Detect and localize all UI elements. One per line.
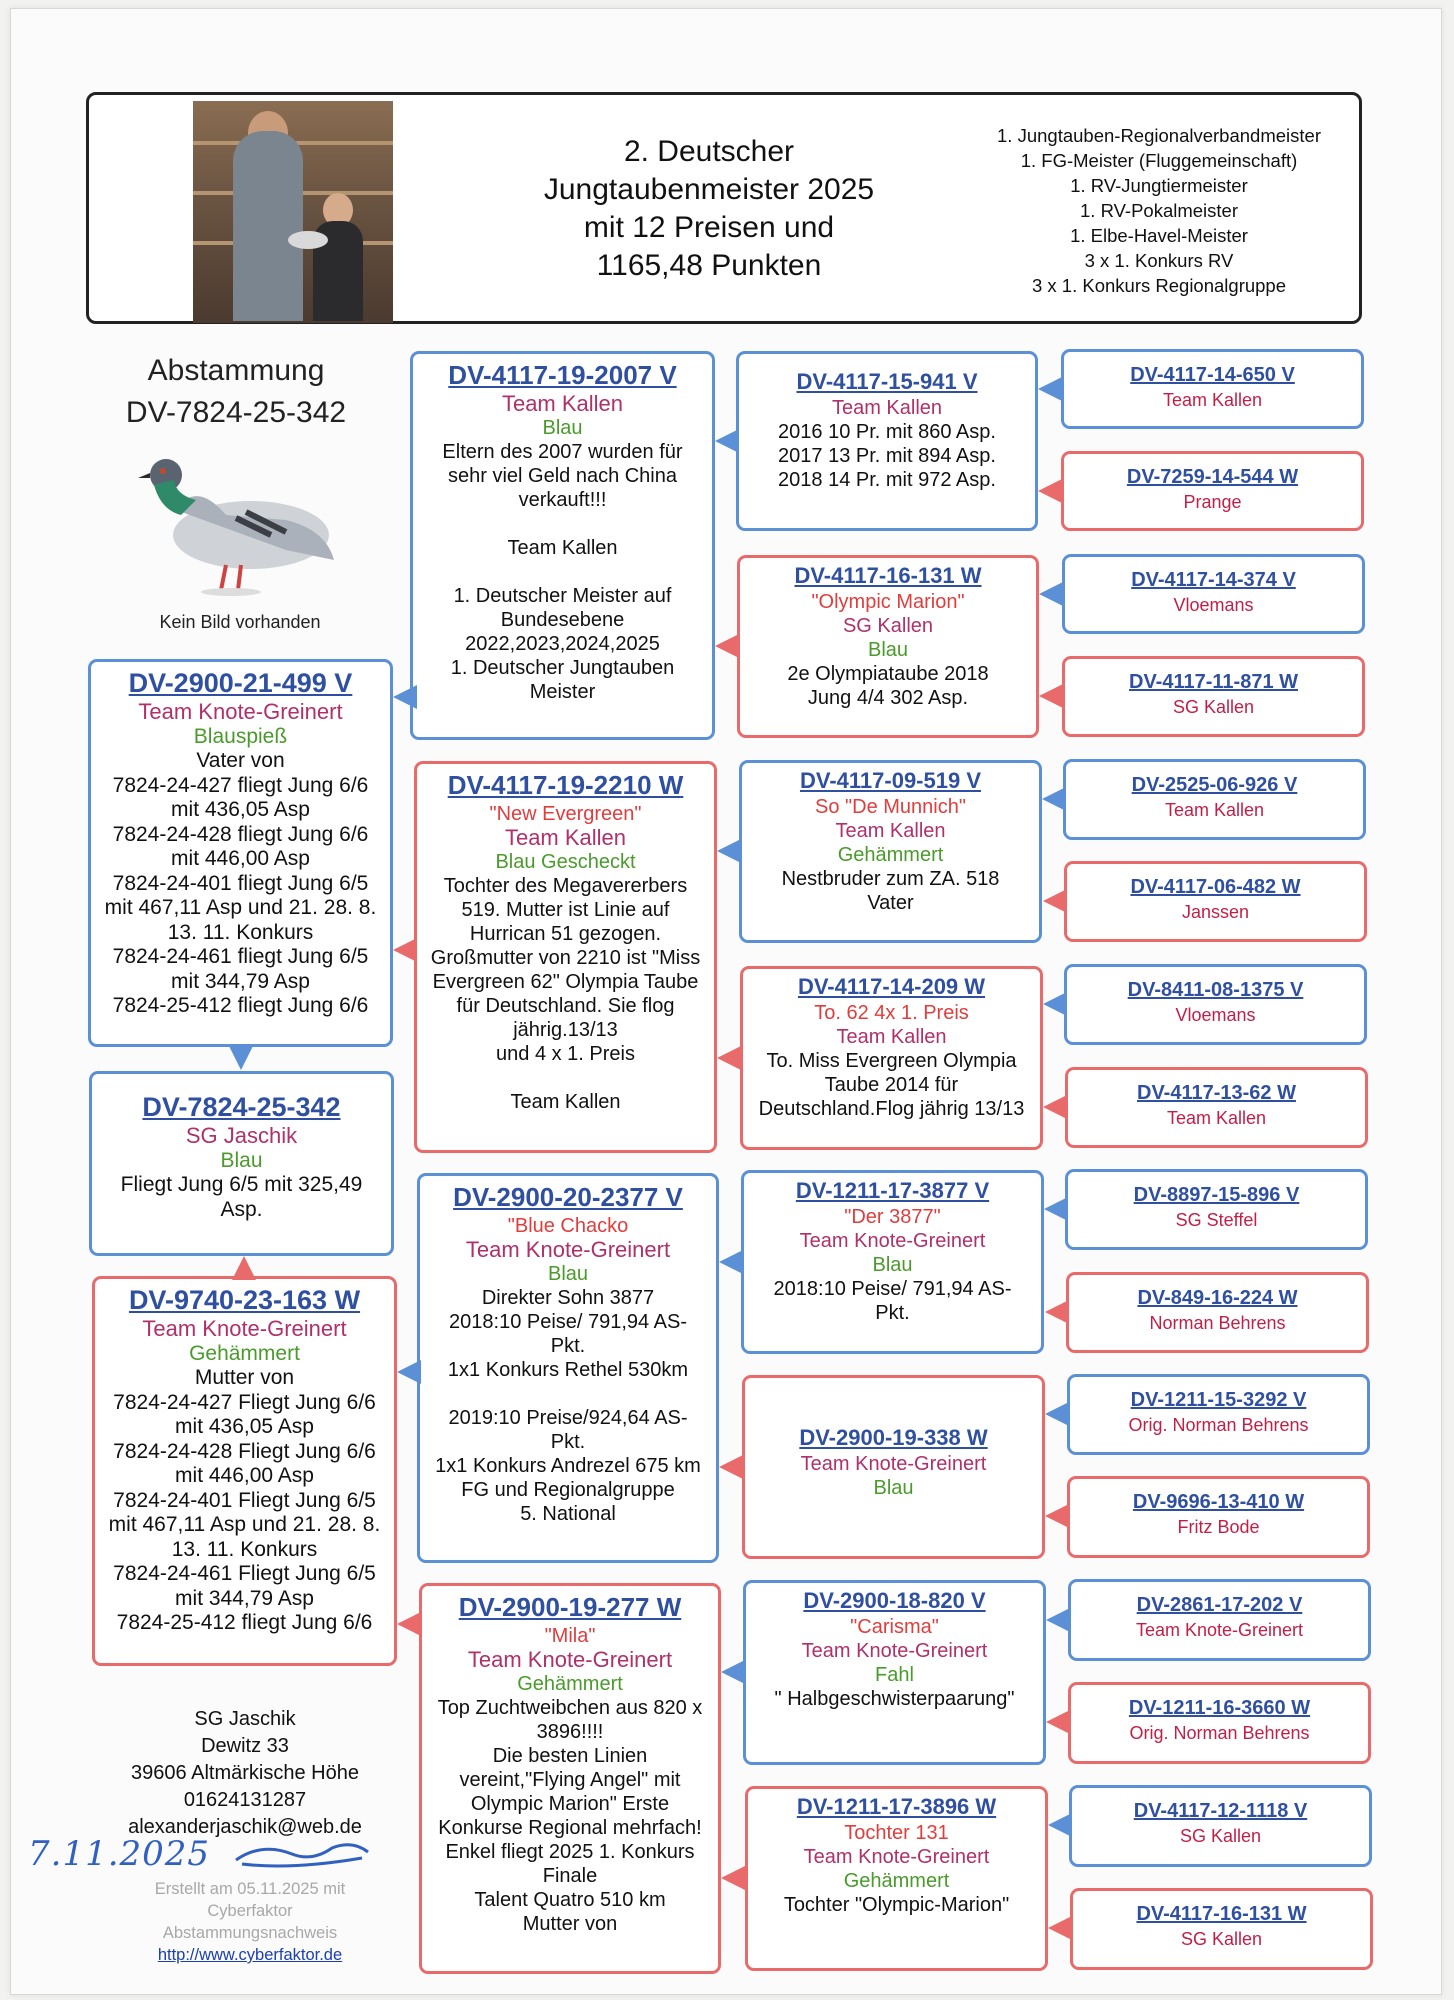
ancestor-card[interactable] — [1061, 451, 1364, 531]
grandparent-card[interactable] — [410, 351, 715, 740]
breeder-name: Team Kallen — [831, 397, 943, 419]
note-line — [419, 560, 706, 584]
note-line: 1x1 Konkurs Andrezel 675 km — [435, 1455, 701, 1477]
ring-number: DV-849-16-224 W — [1137, 1287, 1298, 1309]
note-line: Eltern des 2007 wurden für — [442, 441, 683, 463]
ring-number: DV-8411-08-1375 V — [1127, 979, 1304, 1001]
breeder-name: Fritz Bode — [1177, 1517, 1260, 1537]
signature-scribble — [232, 1840, 372, 1870]
ancestor-card[interactable] — [1067, 1476, 1370, 1558]
note-line: Pkt. — [875, 1302, 910, 1324]
header-title-item: 1. RV-Jungtiermeister — [1070, 175, 1248, 196]
ring-number: DV-4117-19-2007 V — [448, 360, 677, 390]
note-line: 7824-25-412 fliegt Jung 6/6 — [116, 1611, 373, 1634]
note-line: Tochter "Olympic-Marion" — [783, 1894, 1010, 1916]
ring-number: DV-4117-11-871 W — [1129, 671, 1298, 693]
header-title-item: 1. RV-Pokalmeister — [1080, 200, 1238, 221]
breeder-name: Team Kallen — [836, 1026, 947, 1048]
great-grandparent-card[interactable] — [739, 760, 1042, 943]
note-line: 1x1 Konkurs Rethel 530km — [447, 1359, 689, 1381]
ancestor-card[interactable] — [1064, 861, 1367, 942]
note-line: Nestbruder zum ZA. 518 — [781, 868, 1000, 890]
breeder-name: Team Knote-Greinert — [138, 699, 343, 724]
note-line: sehr viel Geld nach China — [447, 465, 677, 487]
great-grandparent-card[interactable] — [737, 555, 1039, 738]
footer-note: Erstellt am 05.11.2025 mit Cyberfaktor Abstammungsnachweis http://www.cyberfaktor.de — [120, 1878, 380, 1966]
feather-color: Blau — [867, 639, 909, 661]
breeder-name: SG Kallen — [842, 615, 934, 637]
note-line: Jung 4/4 302 Asp. — [807, 687, 969, 709]
note-line: 7824-24-428 Fliegt Jung 6/6 — [113, 1439, 376, 1463]
pigeon-alias: "Mila" — [544, 1625, 596, 1647]
pigeon-alias: "New Evergreen" — [489, 803, 642, 825]
ring-number: DV-2900-18-820 V — [803, 1588, 986, 1613]
note-line: FG und Regionalgruppe — [461, 1479, 675, 1501]
note-line — [426, 1382, 710, 1406]
ancestor-card[interactable] — [1063, 759, 1366, 840]
breeder-name: SG Kallen — [1179, 1826, 1262, 1846]
handwritten-date: 7.11.2025 — [28, 1834, 211, 1874]
ring-number: DV-7259-14-544 W — [1126, 466, 1299, 488]
breeder-name: Vloemans — [1173, 595, 1254, 615]
note-line: Bundesebene — [500, 609, 625, 631]
note-line: und 4 x 1. Preis — [496, 1043, 635, 1065]
ancestor-card[interactable] — [1065, 1169, 1368, 1250]
ring-number: DV-4117-09-519 V — [799, 768, 982, 793]
note-line: 1. Deutscher Meister auf — [453, 585, 672, 607]
note-line: mit 344,79 Asp — [175, 1586, 314, 1610]
note-line: 7824-24-461 fliegt Jung 6/5 — [112, 945, 369, 968]
note-line: Großmutter von 2210 ist "Miss — [430, 947, 701, 969]
pigeon-placeholder-icon — [136, 440, 336, 610]
note-line: mit 344,79 Asp — [171, 969, 310, 993]
no-picture-label: Kein Bild vorhanden — [159, 612, 321, 632]
ancestor-card[interactable] — [1061, 349, 1364, 429]
note-line: verkauft!!! — [518, 489, 607, 511]
note-line: mit 436,05 Asp — [171, 798, 310, 821]
note-line: Vater — [867, 892, 914, 914]
note-line: vereint,"Flying Angel" mit — [459, 1769, 681, 1791]
great-grandparent-card[interactable] — [741, 1170, 1044, 1354]
note-line: 7824-24-461 Fliegt Jung 6/5 — [113, 1562, 376, 1585]
breeder-name: Norman Behrens — [1149, 1313, 1286, 1333]
note-line: Vater von — [196, 749, 285, 772]
feather-color: Blau — [547, 1263, 589, 1285]
great-grandparent-card[interactable] — [742, 1375, 1045, 1559]
great-grandparent-card[interactable] — [745, 1786, 1048, 1971]
breeder-name: Prange — [1183, 492, 1242, 512]
breeder-name: Team Knote-Greinert — [467, 1647, 673, 1672]
feather-color: Gehämmert — [517, 1673, 623, 1695]
feather-color: Gehämmert — [843, 1870, 950, 1892]
note-line: Team Kallen — [507, 537, 618, 559]
ring-number: DV-9696-13-410 W — [1132, 1491, 1305, 1513]
ancestor-card[interactable] — [1064, 964, 1367, 1045]
ring-number: DV-4117-19-2210 W — [447, 770, 684, 800]
note-line: Pkt. — [550, 1335, 586, 1357]
breeder-name: Team Knote-Greinert — [465, 1237, 671, 1262]
ring-number: DV-4117-14-650 V — [1130, 364, 1295, 386]
feather-color: Blauspieß — [193, 724, 288, 748]
note-line: 1. Deutscher Jungtauben — [450, 657, 675, 679]
note-line: mit 467,11 Asp und 21. 28. 8. — [108, 1513, 381, 1536]
header-title-item: 1. Elbe-Havel-Meister — [1070, 225, 1248, 246]
breeder-name: Team Kallen — [1162, 390, 1263, 410]
breeder-name: Team Knote-Greinert — [799, 1230, 986, 1252]
note-line: Talent Quatro 510 km — [474, 1889, 666, 1911]
note-line: Fliegt Jung 6/5 mit 325,49 — [120, 1173, 363, 1196]
note-line: Top Zuchtweibchen aus 820 x — [437, 1697, 703, 1719]
pigeon-alias: To. 62 4x 1. Preis — [814, 1002, 969, 1024]
ancestor-card[interactable] — [1065, 1067, 1368, 1148]
great-grandparent-card[interactable] — [736, 351, 1038, 531]
ancestor-card[interactable] — [1069, 1785, 1372, 1867]
feather-color: Blau Gescheckt — [495, 851, 636, 873]
note-line: 2019:10 Preise/924,64 AS- — [448, 1407, 688, 1429]
note-line: Mutter von — [522, 1913, 618, 1935]
note-line: Olympic Marion" Erste — [470, 1793, 670, 1815]
header-panel — [86, 92, 1362, 324]
note-line: Pkt. — [550, 1431, 586, 1453]
header-title-item: 3 x 1. Konkurs Regionalgruppe — [1031, 275, 1287, 296]
note-line: mit 467,11 Asp und 21. 28. 8. — [104, 896, 377, 919]
breeder-name: SG Jaschik — [185, 1123, 298, 1148]
ring-number: DV-4117-14-374 V — [1131, 569, 1296, 591]
breeder-name: Team Kallen — [504, 825, 627, 850]
note-line: Evergreen 62" Olympia Taube — [432, 971, 699, 993]
note-line: 2018 14 Pr. mit 972 Asp. — [778, 469, 996, 491]
breeder-name: Orig. Norman Behrens — [1129, 1723, 1310, 1743]
pigeon-alias: "Olympic Marion" — [811, 591, 965, 613]
note-line: 2018:10 Peise/ 791,94 AS- — [449, 1311, 687, 1333]
note-line: 7824-25-412 fliegt Jung 6/6 — [112, 994, 369, 1017]
note-line: Hurrican 51 gezogen. — [469, 923, 662, 945]
feather-color: Blau — [542, 417, 583, 439]
note-line: 519. Mutter ist Linie auf — [461, 899, 670, 921]
feather-color: Fahl — [875, 1664, 914, 1686]
note-line: Finale — [542, 1865, 598, 1887]
note-line: To. Miss Evergreen Olympia — [766, 1050, 1017, 1072]
great-grandparent-card[interactable] — [743, 1580, 1046, 1765]
note-line: 7824-24-401 Fliegt Jung 6/5 — [113, 1488, 376, 1512]
breeder-name: Team Knote-Greinert — [803, 1846, 990, 1868]
owner-address: SG Jaschik Dewitz 33 39606 Altmärkische Höhe 01624131287 alexanderjaschik@web.de — [100, 1706, 390, 1841]
pigeon-alias: "Der 3877" — [844, 1206, 941, 1228]
ring-number: DV-4117-13-62 W — [1137, 1082, 1296, 1104]
pigeon-alias: "Carisma" — [850, 1616, 939, 1638]
pigeon-alias: So "De Munnich" — [815, 796, 966, 818]
ring-number: DV-2900-19-338 W — [799, 1425, 988, 1450]
pedigree-heading: Abstammung DV-7824-25-342 — [125, 354, 347, 429]
ring-number: DV-4117-06-482 W — [1130, 876, 1301, 898]
ring-number: DV-2900-21-499 V — [128, 668, 353, 698]
note-line: 7824-24-401 fliegt Jung 6/5 — [112, 871, 369, 895]
pigeon-alias: "Blue Chacko — [507, 1215, 629, 1237]
feather-color: Gehämmert — [189, 1341, 300, 1365]
ring-number: DV-1211-17-3877 V — [795, 1178, 990, 1203]
feather-color: Gehämmert — [837, 844, 944, 866]
note-line: Direkter Sohn 3877 — [481, 1287, 655, 1309]
grandparent-card[interactable] — [417, 1173, 719, 1563]
note-line: 13. 11. Konkurs — [167, 920, 314, 944]
ring-number: DV-1211-17-3896 W — [796, 1794, 997, 1819]
ring-number: DV-4117-16-131 W — [794, 563, 982, 588]
note-line: 2e Olympiataube 2018 — [787, 663, 989, 685]
ancestor-card[interactable] — [1062, 656, 1365, 737]
ancestor-card[interactable] — [1066, 1272, 1369, 1353]
note-line: Mutter von — [194, 1366, 295, 1389]
note-line: Taube 2014 für — [824, 1074, 959, 1096]
note-line: Tochter des Megavererbers — [443, 875, 688, 897]
note-line: Meister — [529, 681, 596, 703]
note-line: 3896!!!! — [536, 1721, 604, 1743]
note-line: 13. 11. Konkurs — [171, 1537, 318, 1561]
great-grandparent-card[interactable] — [740, 966, 1043, 1150]
breeder-name: Janssen — [1181, 902, 1250, 922]
note-line: Enkel fliegt 2025 1. Konkurs — [445, 1841, 695, 1863]
note-line: mit 446,00 Asp — [171, 847, 310, 870]
ring-number: DV-8897-15-896 V — [1133, 1184, 1300, 1206]
note-line: für Deutschland. Sie flog — [456, 995, 675, 1017]
note-line: Konkurse Regional mehrfach! — [438, 1817, 702, 1839]
ring-number: DV-4117-12-1118 V — [1133, 1800, 1308, 1822]
breeder-name: Team Kallen — [501, 391, 624, 416]
ancestor-card[interactable] — [1062, 554, 1365, 634]
ring-number: DV-1211-16-3660 W — [1128, 1697, 1311, 1719]
breeder-name: Team Knote-Greinert — [142, 1316, 347, 1341]
note-line: Die besten Linien — [492, 1745, 648, 1767]
ancestor-card[interactable] — [1067, 1374, 1370, 1455]
note-line: Asp. — [220, 1197, 263, 1221]
note-line: Team Kallen — [510, 1091, 621, 1113]
subject-card[interactable] — [89, 1071, 394, 1256]
note-line: " Halbgeschwisterpaarung" — [774, 1688, 1015, 1710]
ring-number: DV-2900-19-277 W — [458, 1592, 682, 1622]
ring-number: DV-2900-20-2377 V — [453, 1182, 683, 1212]
breeder-name: Orig. Norman Behrens — [1128, 1415, 1309, 1435]
note-line: 2022,2023,2024,2025 — [465, 633, 660, 655]
note-line: Deutschland.Flog jährig 13/13 — [758, 1098, 1025, 1120]
note-line — [419, 512, 706, 536]
note-line: jährig.13/13 — [513, 1019, 618, 1041]
grandparent-card[interactable] — [414, 761, 717, 1153]
note-line: mit 446,00 Asp — [175, 1464, 314, 1487]
feather-color: Blau — [220, 1148, 263, 1172]
ring-number: DV-4117-16-131 W — [1136, 1903, 1307, 1925]
ring-number: DV-7824-25-342 — [142, 1092, 341, 1122]
ring-number: DV-4117-14-209 W — [797, 974, 986, 999]
breeder-name: Team Kallen — [1164, 800, 1265, 820]
breeder-name: Team Kallen — [1166, 1108, 1267, 1128]
note-line: mit 436,05 Asp — [175, 1415, 314, 1438]
breeder-name: Vloemans — [1175, 1005, 1256, 1025]
note-line: 7824-24-427 fliegt Jung 6/6 — [112, 773, 369, 797]
note-line: 2018:10 Peise/ 791,94 AS- — [773, 1278, 1012, 1300]
breeder-name: Team Kallen — [835, 820, 946, 842]
note-line — [423, 1066, 708, 1090]
header-titles-list — [969, 123, 1349, 298]
breeder-name: Team Knote-Greinert — [801, 1640, 988, 1662]
mother-card[interactable] — [92, 1276, 397, 1666]
header-title: 2. Deutscher Jungtaubenmeister 2025 mit 12 Preisen und 1165,48 Punkten — [543, 135, 875, 282]
breeder-name: SG Kallen — [1172, 697, 1255, 717]
note-line: 7824-24-428 fliegt Jung 6/6 — [112, 822, 369, 846]
ring-number: DV-9740-23-163 W — [128, 1285, 361, 1315]
ring-number: DV-4117-15-941 V — [796, 369, 978, 394]
ring-number: DV-2525-06-926 V — [1131, 774, 1298, 796]
note-line: 2017 13 Pr. mit 894 Asp. — [778, 445, 996, 467]
breeder-photo — [193, 101, 393, 323]
owner-email[interactable]: alexanderjaschik@web.de — [128, 1816, 362, 1838]
header-title-item: 1. Jungtauben-Regionalverbandmeister — [997, 125, 1321, 146]
feather-color: Blau — [873, 1477, 914, 1499]
note-line: 5. National — [520, 1503, 616, 1525]
ring-number: DV-2861-17-202 V — [1136, 1594, 1303, 1616]
grandparent-card[interactable] — [419, 1583, 721, 1974]
ancestor-card[interactable] — [1070, 1888, 1373, 1970]
breeder-name: Team Knote-Greinert — [800, 1453, 987, 1475]
ring-number: DV-1211-15-3292 V — [1130, 1389, 1307, 1411]
feather-color: Blau — [872, 1254, 913, 1276]
note-line: 7824-24-427 Fliegt Jung 6/6 — [113, 1390, 376, 1414]
header-title-item: 1. FG-Meister (Fluggemeinschaft) — [1020, 150, 1298, 171]
ancestor-card[interactable] — [1068, 1579, 1371, 1661]
pigeon-alias: Tochter 131 — [844, 1822, 949, 1844]
breeder-name: SG Kallen — [1180, 1929, 1263, 1949]
cyberfaktor-link[interactable]: http://www.cyberfaktor.de — [157, 1946, 343, 1964]
breeder-name: Team Knote-Greinert — [1135, 1620, 1304, 1640]
father-card[interactable] — [88, 659, 393, 1047]
note-line: 2016 10 Pr. mit 860 Asp. — [778, 421, 996, 443]
ancestor-card[interactable] — [1068, 1682, 1371, 1764]
header-title-item: 3 x 1. Konkurs RV — [1084, 250, 1234, 271]
breeder-name: SG Steffel — [1175, 1210, 1258, 1230]
